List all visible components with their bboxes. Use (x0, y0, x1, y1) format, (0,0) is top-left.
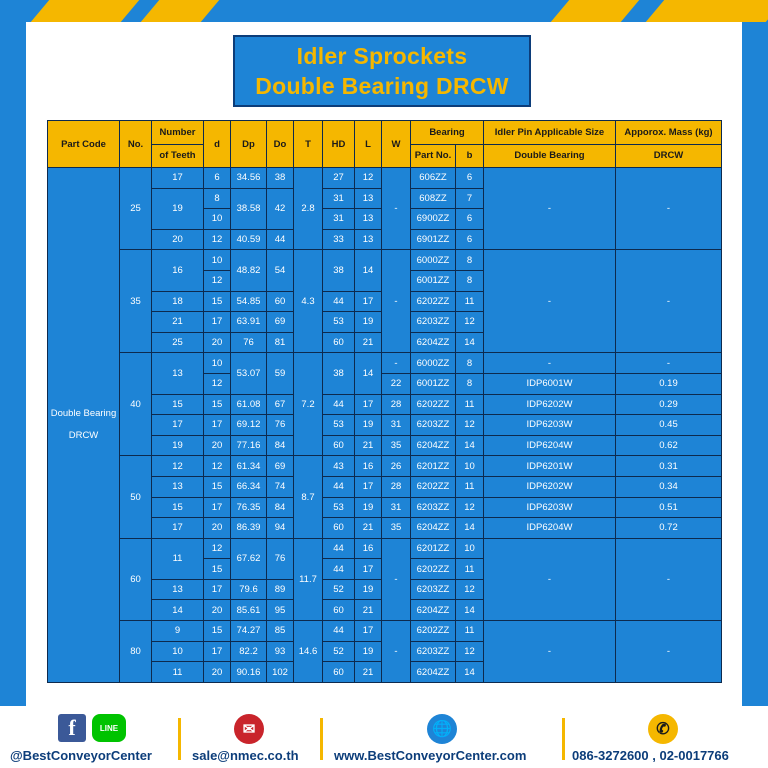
cell-hd: 44 (323, 476, 355, 497)
cell-do: 89 (267, 579, 294, 600)
cell-pin: - (484, 621, 616, 683)
cell-d: 17 (204, 312, 231, 333)
cell-do: 38 (267, 168, 294, 189)
cell-l: 21 (355, 518, 382, 539)
cell-b: 10 (456, 538, 484, 559)
cell-d: 15 (204, 559, 231, 580)
title-line-1: Idler Sprockets (296, 43, 468, 69)
cell-part: 6203ZZ (411, 641, 456, 662)
cell-b: 6 (456, 209, 484, 230)
cell-part: 6204ZZ (411, 435, 456, 456)
part-code-line-1: Double Bearing (50, 407, 117, 419)
cell-mass: 0.45 (616, 415, 722, 436)
cell-pin: IDP6202W (484, 476, 616, 497)
header-t: T (294, 121, 323, 168)
table-row (48, 250, 722, 271)
cell-pin: - (484, 353, 616, 374)
cell-do: 102 (267, 662, 294, 683)
website-link[interactable]: www.BestConveyorCenter.com (334, 748, 527, 763)
cell-w: 28 (382, 394, 411, 415)
cell-no: 40 (120, 353, 152, 456)
cell-mass: - (616, 621, 722, 683)
cell-teeth: 19 (152, 435, 204, 456)
social-handle: @BestConveyorCenter (10, 748, 152, 763)
stripe-decoration (141, 0, 219, 22)
header-l: L (355, 121, 382, 168)
cell-d: 8 (204, 188, 231, 209)
cell-part: 6201ZZ (411, 538, 456, 559)
cell-do: 67 (267, 394, 294, 415)
cell-w: 35 (382, 435, 411, 456)
cell-d: 15 (204, 394, 231, 415)
cell-d: 12 (204, 373, 231, 394)
cell-b: 14 (456, 600, 484, 621)
header-teeth-line2: of Teeth (152, 144, 204, 168)
cell-d: 12 (204, 538, 231, 559)
cell-hd: 52 (323, 579, 355, 600)
cell-b: 14 (456, 435, 484, 456)
cell-pin: - (484, 538, 616, 620)
cell-hd: 60 (323, 435, 355, 456)
cell-dp: 54.85 (231, 291, 267, 312)
line-app-icon[interactable]: LINE (92, 714, 126, 742)
cell-l: 16 (355, 538, 382, 559)
cell-l: 21 (355, 662, 382, 683)
cell-mass: 0.34 (616, 476, 722, 497)
cell-teeth: 15 (152, 497, 204, 518)
header-do: Do (267, 121, 294, 168)
cell-dp: 61.34 (231, 456, 267, 477)
cell-dp: 38.58 (231, 188, 267, 229)
cell-part: 606ZZ (411, 168, 456, 189)
cell-pin: IDP6204W (484, 518, 616, 539)
cell-part: 6901ZZ (411, 229, 456, 250)
cell-do: 69 (267, 312, 294, 333)
cell-w: 26 (382, 456, 411, 477)
cell-do: 59 (267, 353, 294, 394)
cell-do: 95 (267, 600, 294, 621)
cell-b: 8 (456, 250, 484, 271)
footer-divider (320, 718, 323, 760)
cell-w: 31 (382, 415, 411, 436)
cell-b: 8 (456, 353, 484, 374)
cell-d: 15 (204, 291, 231, 312)
cell-teeth: 19 (152, 188, 204, 229)
cell-part: 6204ZZ (411, 662, 456, 683)
cell-t: 4.3 (294, 250, 323, 353)
cell-b: 11 (456, 291, 484, 312)
cell-dp: 82.2 (231, 641, 267, 662)
cell-teeth: 13 (152, 579, 204, 600)
cell-l: 21 (355, 600, 382, 621)
cell-hd: 53 (323, 497, 355, 518)
cell-d: 12 (204, 270, 231, 291)
cell-b: 12 (456, 415, 484, 436)
facebook-icon[interactable]: f (58, 714, 86, 742)
cell-hd: 31 (323, 188, 355, 209)
cell-b: 14 (456, 518, 484, 539)
spec-table-body (48, 168, 722, 683)
cell-teeth: 11 (152, 662, 204, 683)
cell-l: 17 (355, 621, 382, 642)
cell-dp: 86.39 (231, 518, 267, 539)
header-teeth-line1: Number (152, 121, 204, 145)
cell-pin: IDP6204W (484, 435, 616, 456)
cell-hd: 43 (323, 456, 355, 477)
cell-part: 6202ZZ (411, 394, 456, 415)
cell-d: 12 (204, 456, 231, 477)
cell-part: 6203ZZ (411, 312, 456, 333)
cell-l: 19 (355, 579, 382, 600)
header-mass: Apporox. Mass (kg) (616, 121, 722, 145)
part-code-cell (48, 168, 120, 683)
cell-part: 608ZZ (411, 188, 456, 209)
cell-t: 2.8 (294, 168, 323, 250)
cell-mass: 0.31 (616, 456, 722, 477)
phone-numbers: 086-3272600 , 02-0017766 (572, 748, 729, 763)
cell-d: 15 (204, 476, 231, 497)
cell-dp: 76 (231, 332, 267, 353)
cell-part: 6202ZZ (411, 291, 456, 312)
cell-w: - (382, 250, 411, 353)
cell-l: 16 (355, 456, 382, 477)
cell-b: 14 (456, 332, 484, 353)
cell-hd: 53 (323, 415, 355, 436)
cell-dp: 76.35 (231, 497, 267, 518)
cell-dp: 53.07 (231, 353, 267, 394)
cell-l: 17 (355, 476, 382, 497)
cell-l: 12 (355, 168, 382, 189)
cell-teeth: 13 (152, 353, 204, 394)
cell-l: 13 (355, 188, 382, 209)
header-no: No. (120, 121, 152, 168)
cell-teeth: 15 (152, 394, 204, 415)
cell-l: 14 (355, 250, 382, 291)
cell-hd: 60 (323, 332, 355, 353)
cell-hd: 44 (323, 621, 355, 642)
cell-b: 7 (456, 188, 484, 209)
cell-teeth: 12 (152, 456, 204, 477)
cell-pin: IDP6203W (484, 415, 616, 436)
cell-w: 22 (382, 373, 411, 394)
cell-hd: 44 (323, 538, 355, 559)
cell-do: 42 (267, 188, 294, 229)
cell-b: 12 (456, 312, 484, 333)
cell-do: 60 (267, 291, 294, 312)
cell-part: 6202ZZ (411, 621, 456, 642)
cell-part: 6900ZZ (411, 209, 456, 230)
cell-mass: 0.19 (616, 373, 722, 394)
cell-part: 6204ZZ (411, 518, 456, 539)
cell-teeth: 9 (152, 621, 204, 642)
cell-l: 19 (355, 641, 382, 662)
cell-t: 8.7 (294, 456, 323, 538)
cell-w: - (382, 538, 411, 620)
cell-no: 80 (120, 621, 152, 683)
cell-hd: 60 (323, 600, 355, 621)
cell-hd: 27 (323, 168, 355, 189)
cell-b: 8 (456, 373, 484, 394)
cell-d: 17 (204, 641, 231, 662)
cell-hd: 31 (323, 209, 355, 230)
cell-b: 10 (456, 456, 484, 477)
cell-l: 13 (355, 209, 382, 230)
part-code-line-2: DRCW (68, 429, 99, 441)
cell-hd: 60 (323, 662, 355, 683)
cell-teeth: 17 (152, 168, 204, 189)
cell-dp: 48.82 (231, 250, 267, 291)
cell-l: 21 (355, 435, 382, 456)
cell-b: 12 (456, 579, 484, 600)
header-dp: Dp (231, 121, 267, 168)
cell-do: 84 (267, 435, 294, 456)
cell-l: 19 (355, 497, 382, 518)
cell-l: 19 (355, 312, 382, 333)
cell-b: 11 (456, 476, 484, 497)
cell-dp: 61.08 (231, 394, 267, 415)
cell-part: 6203ZZ (411, 579, 456, 600)
cell-mass: 0.62 (616, 435, 722, 456)
cell-part: 6203ZZ (411, 415, 456, 436)
cell-w: 28 (382, 476, 411, 497)
cell-dp: 63.91 (231, 312, 267, 333)
cell-dp: 40.59 (231, 229, 267, 250)
header-w: W (382, 121, 411, 168)
cell-part: 6204ZZ (411, 332, 456, 353)
stripe-decoration (551, 0, 639, 22)
cell-hd: 33 (323, 229, 355, 250)
cell-no: 25 (120, 168, 152, 250)
cell-do: 85 (267, 621, 294, 642)
globe-icon[interactable]: 🌐 (427, 714, 457, 744)
cell-pin: IDP6001W (484, 373, 616, 394)
cell-b: 12 (456, 497, 484, 518)
header-part-code: Part Code (48, 121, 120, 168)
cell-d: 17 (204, 415, 231, 436)
cell-hd: 44 (323, 559, 355, 580)
title-line-2: Double Bearing DRCW (255, 73, 509, 99)
cell-w: 35 (382, 518, 411, 539)
cell-d: 20 (204, 518, 231, 539)
header-d: d (204, 121, 231, 168)
cell-hd: 44 (323, 394, 355, 415)
cell-do: 54 (267, 250, 294, 291)
cell-teeth: 10 (152, 641, 204, 662)
cell-dp: 34.56 (231, 168, 267, 189)
cell-hd: 38 (323, 250, 355, 291)
cell-teeth: 20 (152, 229, 204, 250)
cell-do: 74 (267, 476, 294, 497)
cell-part: 6202ZZ (411, 559, 456, 580)
cell-t: 11.7 (294, 538, 323, 620)
cell-l: 17 (355, 291, 382, 312)
cell-no: 50 (120, 456, 152, 538)
cell-l: 13 (355, 229, 382, 250)
cell-l: 19 (355, 415, 382, 436)
cell-dp: 85.61 (231, 600, 267, 621)
header-hd: HD (323, 121, 355, 168)
cell-mass: 0.51 (616, 497, 722, 518)
header-b: b (456, 144, 484, 168)
table-row (48, 456, 722, 477)
cell-no: 60 (120, 538, 152, 620)
cell-mass: - (616, 168, 722, 250)
cell-hd: 38 (323, 353, 355, 394)
cell-t: 14.6 (294, 621, 323, 683)
cell-teeth: 17 (152, 415, 204, 436)
cell-part: 6000ZZ (411, 250, 456, 271)
cell-l: 14 (355, 353, 382, 394)
cell-dp: 77.16 (231, 435, 267, 456)
cell-teeth: 13 (152, 476, 204, 497)
cell-w: - (382, 353, 411, 374)
cell-d: 6 (204, 168, 231, 189)
cell-pin: IDP6203W (484, 497, 616, 518)
cell-part: 6000ZZ (411, 353, 456, 374)
cell-d: 15 (204, 621, 231, 642)
cell-w: - (382, 621, 411, 683)
cell-do: 84 (267, 497, 294, 518)
cell-mass: 0.72 (616, 518, 722, 539)
cell-hd: 60 (323, 518, 355, 539)
cell-teeth: 16 (152, 250, 204, 291)
cell-do: 81 (267, 332, 294, 353)
cell-teeth: 25 (152, 332, 204, 353)
cell-d: 20 (204, 600, 231, 621)
cell-d: 20 (204, 332, 231, 353)
cell-b: 14 (456, 662, 484, 683)
cell-dp: 74.27 (231, 621, 267, 642)
cell-part: 6203ZZ (411, 497, 456, 518)
email-icon[interactable]: ✉ (234, 714, 264, 744)
cell-hd: 44 (323, 291, 355, 312)
cell-l: 21 (355, 332, 382, 353)
cell-do: 76 (267, 538, 294, 579)
cell-dp: 69.12 (231, 415, 267, 436)
cell-b: 12 (456, 641, 484, 662)
cell-d: 17 (204, 497, 231, 518)
footer-bar (0, 706, 768, 768)
footer-divider (562, 718, 565, 760)
header-part-no: Part No. (411, 144, 456, 168)
cell-d: 20 (204, 662, 231, 683)
cell-l: 17 (355, 559, 382, 580)
cell-mass: - (616, 250, 722, 353)
table-row (48, 538, 722, 559)
cell-dp: 90.16 (231, 662, 267, 683)
spec-table (47, 120, 722, 683)
cell-part: 6201ZZ (411, 456, 456, 477)
phone-icon[interactable]: ✆ (648, 714, 678, 744)
cell-d: 12 (204, 229, 231, 250)
email-address[interactable]: sale@nmec.co.th (192, 748, 299, 763)
cell-t: 7.2 (294, 353, 323, 456)
table-row (48, 621, 722, 642)
cell-mass: 0.29 (616, 394, 722, 415)
table-row (48, 168, 722, 189)
cell-part: 6001ZZ (411, 373, 456, 394)
stripe-decoration (646, 0, 768, 22)
cell-pin: - (484, 168, 616, 250)
cell-d: 20 (204, 435, 231, 456)
cell-no: 35 (120, 250, 152, 353)
cell-do: 69 (267, 456, 294, 477)
cell-b: 11 (456, 559, 484, 580)
cell-hd: 52 (323, 641, 355, 662)
cell-b: 11 (456, 621, 484, 642)
cell-d: 10 (204, 250, 231, 271)
cell-l: 17 (355, 394, 382, 415)
cell-do: 44 (267, 229, 294, 250)
cell-d: 10 (204, 209, 231, 230)
cell-dp: 79.6 (231, 579, 267, 600)
title-box (233, 35, 531, 107)
cell-pin: IDP6202W (484, 394, 616, 415)
cell-teeth: 11 (152, 538, 204, 579)
cell-do: 94 (267, 518, 294, 539)
top-stripe-band (0, 0, 768, 22)
cell-b: 11 (456, 394, 484, 415)
cell-d: 17 (204, 579, 231, 600)
cell-part: 6001ZZ (411, 270, 456, 291)
cell-dp: 66.34 (231, 476, 267, 497)
header-idler-pin: Idler Pin Applicable Size (484, 121, 616, 145)
cell-do: 93 (267, 641, 294, 662)
cell-b: 8 (456, 270, 484, 291)
header-bearing: Bearing (411, 121, 484, 145)
cell-teeth: 17 (152, 518, 204, 539)
cell-w: 31 (382, 497, 411, 518)
cell-pin: IDP6201W (484, 456, 616, 477)
table-row (48, 353, 722, 374)
cell-b: 6 (456, 168, 484, 189)
footer-divider (178, 718, 181, 760)
stripe-decoration (31, 0, 139, 22)
cell-dp: 67.62 (231, 538, 267, 579)
cell-mass: - (616, 538, 722, 620)
cell-pin: - (484, 250, 616, 353)
cell-teeth: 21 (152, 312, 204, 333)
cell-b: 6 (456, 229, 484, 250)
cell-part: 6202ZZ (411, 476, 456, 497)
cell-w: - (382, 168, 411, 250)
header-mass-sub: DRCW (616, 144, 722, 168)
cell-teeth: 14 (152, 600, 204, 621)
cell-do: 76 (267, 415, 294, 436)
cell-d: 10 (204, 353, 231, 374)
cell-teeth: 18 (152, 291, 204, 312)
cell-hd: 53 (323, 312, 355, 333)
cell-part: 6204ZZ (411, 600, 456, 621)
cell-mass: - (616, 353, 722, 374)
header-idler-pin-sub: Double Bearing (484, 144, 616, 168)
